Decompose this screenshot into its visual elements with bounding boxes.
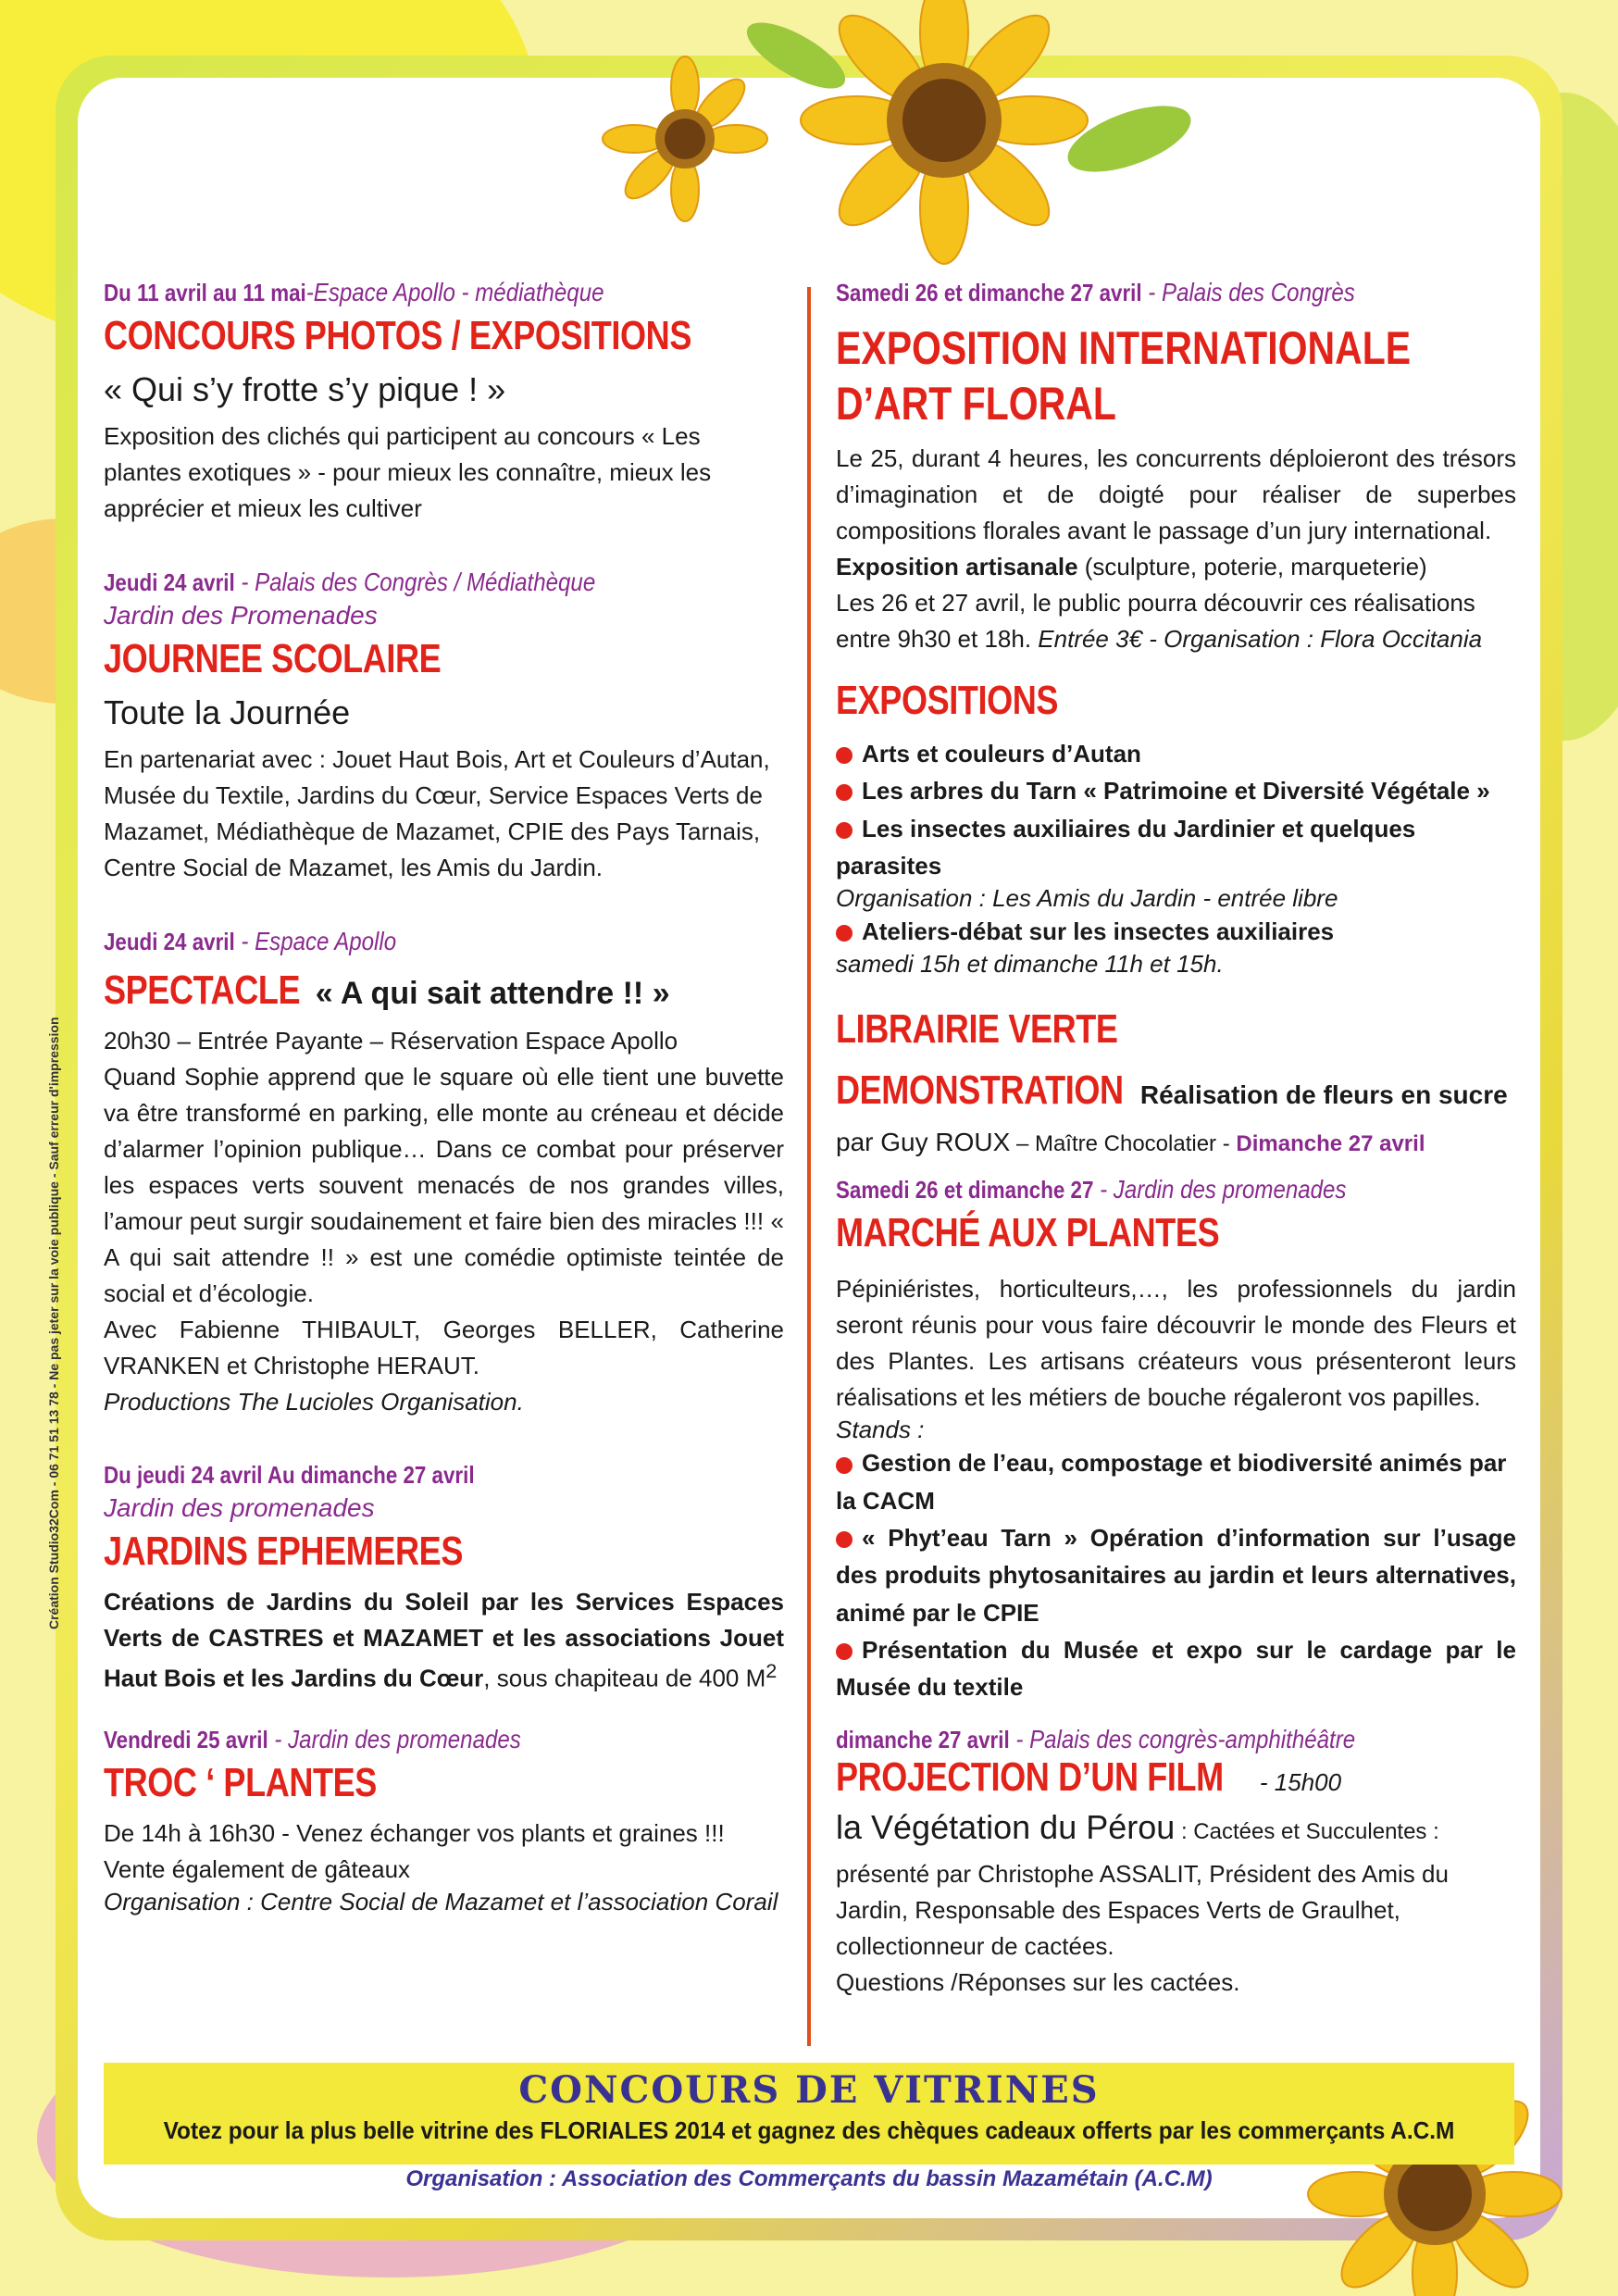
event-title: TROC ‘ PLANTES xyxy=(104,1759,377,1805)
event-spectacle xyxy=(104,927,784,1420)
bullet-text: Arts et couleurs d’Autan xyxy=(862,740,1141,767)
event-place: - Jardin des promenades xyxy=(1093,1175,1347,1204)
event-title: JARDINS EPHEMERES xyxy=(104,1529,464,1574)
event-credit: Productions The Lucioles Organisation. xyxy=(104,1388,524,1416)
event-by: par Guy ROUX xyxy=(836,1128,1011,1157)
vitrines-banner xyxy=(104,2063,1514,2165)
event-text: En partenariat avec : Jouet Haut Bois, Art et Couleurs d’Autan, Musée du Textile, Jardins du Cœur, Service Espaces Verts de Mazamet, Médiathèque de Mazamet, CPIE des Pays Tarnais, Centre Social de Mazamet, les Amis du Jardin. xyxy=(104,745,770,881)
left-column xyxy=(104,278,784,1916)
event-title: SPECTACLE xyxy=(104,967,301,1013)
event-text: présenté par Christophe ASSALIT, Président des Amis du Jardin, Responsable des Espaces Verts de Graulhet, collectionneur de cactées. xyxy=(836,1859,1449,1960)
event-title: CONCOURS PHOTOS / EXPOSITIONS xyxy=(104,313,691,358)
bullet-text: Gestion de l’eau, compostage et biodiversité animés par la CACM xyxy=(836,1449,1507,1515)
event-place: - Palais des congrès-amphithéâtre xyxy=(1009,1724,1356,1753)
event-title: PROJECTION D’UN FILM xyxy=(836,1753,1224,1800)
event-text-bold: Créations de Jardins du Soleil par les Services Espaces Verts de CASTRES et MAZAMET et les associations Jouet Haut Bois et les Jardins du Cœur xyxy=(104,1588,784,1692)
event-title: EXPOSITIONS xyxy=(836,678,1059,723)
event-subtitle: « Qui s’y frotte s’y pique ! » xyxy=(104,370,506,408)
event-journee-scolaire xyxy=(104,568,784,886)
bullet-icon xyxy=(836,925,853,942)
event-sup: 2 xyxy=(765,1659,778,1682)
event-qa: Questions /Réponses sur les cactées. xyxy=(836,1967,1240,1996)
sunflower-top-icon xyxy=(555,0,1259,278)
event-title: JOURNEE SCOLAIRE xyxy=(104,636,442,681)
banner-text: Votez pour la plus belle vitrine des FLORIALES 2014 et gagnez des chèques cadeaux offerts par les commerçants A.C.M xyxy=(163,2116,1455,2144)
event-title-suffix: « A qui sait attendre !! » xyxy=(315,976,670,1011)
event-line: De 14h à 16h30 - Venez échanger vos plants et graines !!! xyxy=(104,1818,725,1847)
event-line: 20h30 – Entrée Payante – Réservation Espace Apollo xyxy=(104,1027,678,1054)
bullet-icon xyxy=(836,1643,853,1660)
bullet-icon xyxy=(836,1531,853,1548)
event-title: MARCHÉ AUX PLANTES xyxy=(836,1210,1220,1256)
vertical-credit: Création Studio32Com - 06 71 51 13 78 - Ne pas jeter sur la voie publique - Sauf erreur d'impression xyxy=(46,1017,61,1629)
event-entry: Entrée 3€ - Organisation : Flora Occitania xyxy=(1031,625,1483,653)
event-place-2: Jardin des promenades xyxy=(104,1493,375,1522)
event-subtitle: Toute la Journée xyxy=(104,693,351,731)
event-organisation: Organisation : Les Amis du Jardin - entrée libre xyxy=(836,884,1338,913)
bullet-text: Les arbres du Tarn « Patrimoine et Diversité Végétale » xyxy=(862,777,1490,805)
event-place: - Jardin des promenades xyxy=(268,1724,521,1753)
event-projection-film xyxy=(836,1725,1516,2001)
event-day: Dimanche 27 avril xyxy=(1236,1131,1425,1157)
event-librairie xyxy=(836,1006,1516,1162)
event-place: - Espace Apollo xyxy=(234,927,397,955)
event-date: dimanche 27 avril xyxy=(836,1725,1010,1753)
event-place: - Palais des Congrès xyxy=(1141,278,1355,306)
event-place: - Palais des Congrès / Médiathèque xyxy=(234,568,596,596)
bullet-icon xyxy=(836,822,853,839)
event-organisation: Organisation : Centre Social de Mazamet et l’association Corail xyxy=(104,1887,778,1915)
banner-organisation: Organisation : Association des Commerçants du bassin Mazamétain (A.C.M) xyxy=(405,2166,1213,2191)
event-concours-photos xyxy=(104,278,784,527)
event-title-2: DEMONSTRATION xyxy=(836,1067,1124,1114)
banner-title: CONCOURS DE VITRINES xyxy=(518,2068,1100,2112)
bullet-text: Les insectes auxiliaires du Jardinier et quelques parasites xyxy=(836,814,1416,880)
event-text: Exposition des clichés qui participent au concours « Les plantes exotiques » - pour mieux les connaître, mieux les apprécier et mieux les cultiver xyxy=(104,422,712,522)
event-title: EXPOSITION INTERNATIONALE xyxy=(836,322,1412,374)
event-text: Pépiniéristes, horticulteurs,…, les professionnels du jardin seront réunis pour vous faire découvrir le monde des Fleurs et des Plantes. Les artisans créateurs vous présenteront leurs réalisations et les métiers de bouche régaleront vos papilles. xyxy=(836,1275,1516,1412)
event-film-rest: : Cactées et Succulentes : xyxy=(1175,1818,1439,1844)
event-date: Vendredi 25 avril xyxy=(104,1725,268,1753)
event-by-rest: – Maître Chocolatier - xyxy=(1010,1131,1237,1157)
event-schedule: samedi 15h et dimanche 11h et 15h. xyxy=(836,950,1224,979)
bullet-icon xyxy=(836,1457,853,1474)
bullet-icon xyxy=(836,747,853,764)
bullet-text: « Phyt’eau Tarn » Opération d’information sur l’usage des produits phytosanitaires au jardin et leurs alternatives, animé par le CPIE xyxy=(836,1524,1516,1627)
right-column xyxy=(836,278,1516,2001)
event-date: Samedi 26 et dimanche 27 avril xyxy=(836,279,1142,306)
event-title: LIBRAIRIE VERTE xyxy=(836,1006,1118,1053)
bullet-icon xyxy=(836,784,853,801)
event-date: Samedi 26 et dimanche 27 xyxy=(836,1176,1094,1204)
event-date: Jeudi 24 avril xyxy=(104,928,235,955)
event-jardins-ephemeres xyxy=(104,1461,784,1697)
event-text-2: Les 26 et 27 avril, le public pourra découvrir ces réalisations entre 9h30 et 18h. xyxy=(836,589,1475,653)
event-text: Le 25, durant 4 heures, les concurrents déploieront des trésors d’imagination et de doigté pour réaliser de superbes compositions florales avant le passage d’un jury international. xyxy=(836,444,1516,544)
event-title-2: D’ART FLORAL xyxy=(836,378,1116,430)
event-artisanal: Exposition artisanale xyxy=(836,553,1078,580)
event-text: , sous chapiteau de 400 M xyxy=(483,1664,766,1692)
event-place: -Espace Apollo - médiathèque xyxy=(305,278,604,306)
event-film: la Végétation du Pérou xyxy=(836,1807,1176,1846)
event-artisanal-rest: (sculpture, poterie, marqueterie) xyxy=(1077,553,1427,580)
bullet-text: Ateliers-débat sur les insectes auxiliaires xyxy=(862,917,1335,946)
event-marche-plantes xyxy=(836,1175,1516,1705)
event-troc-plantes xyxy=(104,1725,784,1916)
event-time: - 15h00 xyxy=(1252,1767,1342,1796)
event-title-suffix: Réalisation de fleurs en sucre xyxy=(1139,1080,1508,1110)
event-date: Du jeudi 24 avril Au dimanche 27 avril xyxy=(104,1461,475,1489)
event-art-floral xyxy=(836,278,1516,657)
event-cast: Avec Fabienne THIBAULT, Georges BELLER, Catherine VRANKEN et Christophe HERAUT. xyxy=(104,1316,784,1379)
event-line-2: Vente également de gâteaux xyxy=(104,1854,411,1883)
column-divider xyxy=(807,287,811,2046)
event-date: Jeudi 24 avril xyxy=(104,568,235,596)
event-expositions xyxy=(836,678,1516,979)
event-date: Du 11 avril au 11 mai xyxy=(104,279,306,306)
event-place-2: Jardin des Promenades xyxy=(104,601,378,630)
bullet-text: Présentation du Musée et expo sur le cardage par le Musée du textile xyxy=(836,1635,1516,1702)
event-stands: Stands : xyxy=(836,1416,925,1444)
event-text: Quand Sophie apprend que le square où elle tient une buvette va être transformé en parking, elle monte au créneau et décide d’alarmer l’opinion publique… Dans ce combat pour préserver les espaces verts souvent menacés de nos grandes villes, l’amour peut surgir soudainement et faire bien des miracles !!! « A qui sait attendre !! » est une comédie optimiste teintée de social et d’écologie. xyxy=(104,1063,784,1307)
